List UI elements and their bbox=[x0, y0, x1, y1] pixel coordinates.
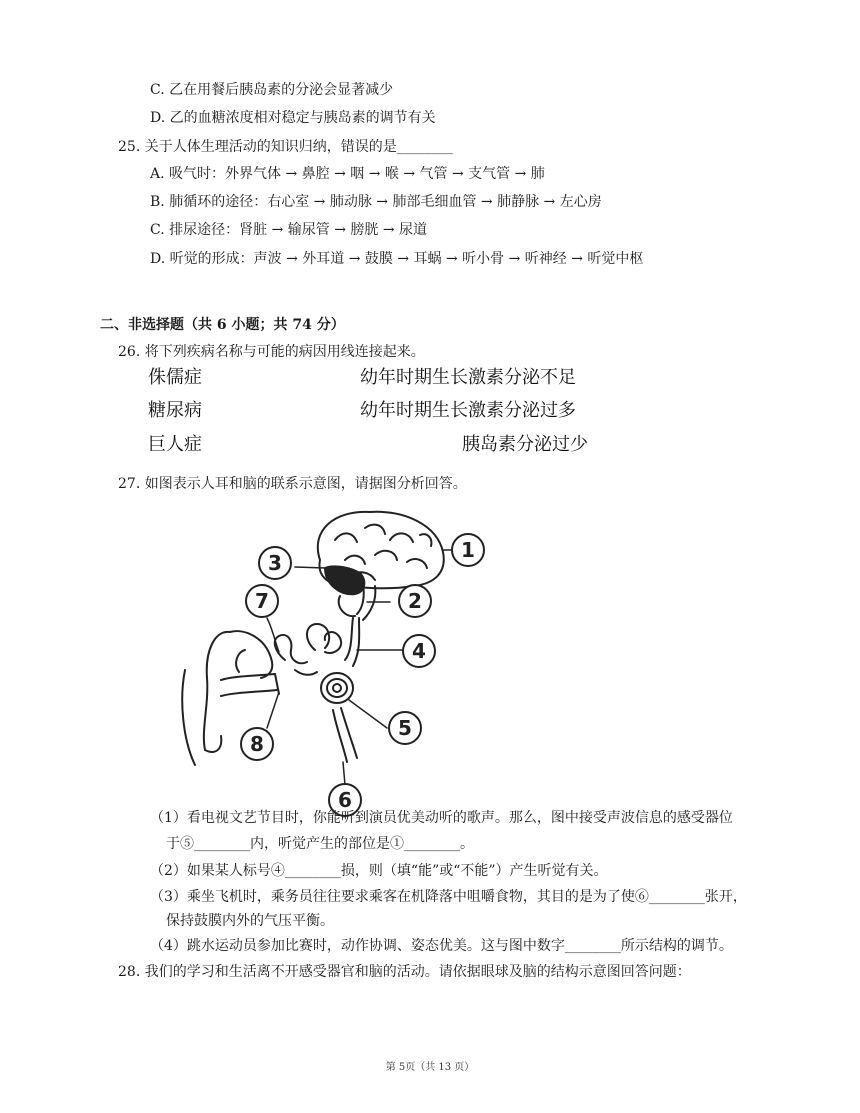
cause-gh-deficient: 幼年时期生长激素分泌不足 bbox=[360, 367, 576, 388]
q28-stem: 28. 我们的学习和生活离不开感受器官和脑的活动。请依据眼球及脑的结构示意图回答问题： bbox=[118, 964, 691, 980]
auditory-nerve-line bbox=[345, 618, 359, 666]
q24-option-c: C. 乙在用餐后胰岛素的分泌会显著减少 bbox=[150, 82, 394, 98]
q26-stem: 26. 将下列疾病名称与可能的病因用线连接起来。 bbox=[118, 344, 425, 360]
label-1: 1 bbox=[461, 538, 475, 562]
eustachian-tube bbox=[333, 708, 357, 762]
cochlea-shape bbox=[321, 673, 353, 703]
disease-gigantism: 巨人症 bbox=[148, 434, 202, 455]
q27-sub3-line1: （3）乘坐飞机时，乘务员往往要求乘客在机降落中咀嚼食物，其目的是为了使⑥________张开， bbox=[150, 889, 747, 905]
disease-dwarfism: 侏儒症 bbox=[148, 367, 202, 388]
q25-option-d: D. 听觉的形成：声波 → 外耳道 → 鼓膜 → 耳蜗 → 听小骨 → 听神经 → 听觉中枢 bbox=[150, 251, 644, 267]
q27-sub1-line1: （1）看电视文艺节目时，你能听到演员优美动听的歌声。那么，图中接受声波信息的感受器位 bbox=[150, 810, 733, 826]
section-title: 二、非选择题（共 6 小题；共 74 分） bbox=[100, 317, 345, 333]
page-footer: 第 5页（共 13 页） bbox=[385, 1062, 475, 1073]
label-4: 4 bbox=[412, 639, 426, 663]
q25-option-c: C. 排尿途径：肾脏 → 输尿管 → 膀胱 → 尿道 bbox=[150, 222, 428, 238]
q27-sub2: （2）如果某人标号④________损，则（填“能”或“不能”）产生听觉有关。 bbox=[150, 863, 608, 879]
disease-diabetes: 糖尿病 bbox=[148, 400, 202, 421]
q25-option-a: A. 吸气时：外界气体 → 鼻腔 → 咽 → 喉 → 气管 → 支气管 → 肺 bbox=[150, 166, 545, 182]
q27-sub4: （4）跳水运动员参加比赛时，动作协调、姿态优美。这与图中数字________所示结构的调节。 bbox=[150, 938, 733, 954]
cause-insulin-low: 胰岛素分泌过少 bbox=[462, 434, 588, 455]
label-7: 7 bbox=[255, 589, 269, 613]
label-2: 2 bbox=[408, 589, 422, 613]
label-8: 8 bbox=[250, 732, 264, 756]
q27-stem: 27. 如图表示人耳和脑的联系示意图，请据图分析回答。 bbox=[118, 476, 467, 492]
q27-sub1-line2: 于⑤________内，听觉产生的部位是①________。 bbox=[166, 836, 474, 852]
q27-sub3-line2: 保持鼓膜内外的气压平衡。 bbox=[166, 913, 334, 929]
label-5: 5 bbox=[398, 716, 412, 740]
ear-brain-figure bbox=[175, 500, 485, 830]
q25-option-b: B. 肺循环的途径：右心室 → 肺动脉 → 肺部毛细血管 → 肺静脉 → 左心房 bbox=[150, 194, 602, 210]
label-6: 6 bbox=[338, 788, 352, 812]
brain-cerebellum bbox=[325, 566, 364, 594]
q24-option-d: D. 乙的血糖浓度相对稳定与胰岛素的调节有关 bbox=[150, 110, 436, 126]
cause-gh-excess: 幼年时期生长激素分泌过多 bbox=[360, 400, 576, 421]
semicircular-canals bbox=[307, 624, 341, 653]
q25-stem: 25. 关于人体生理活动的知识归纳，错误的是________ bbox=[118, 139, 453, 155]
label-3: 3 bbox=[268, 551, 282, 575]
